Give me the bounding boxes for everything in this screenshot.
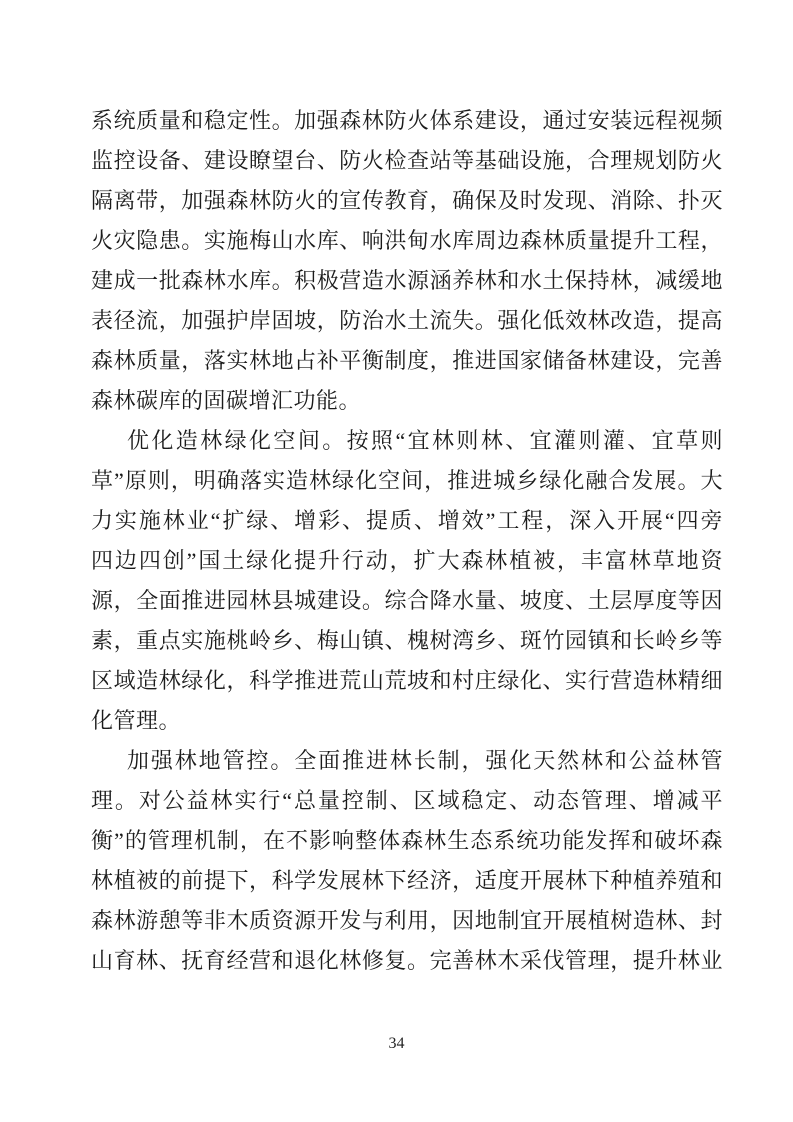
text-line: 区域造林绿化，科学推进荒山荒坡和村庄绿化、实行营造林精细: [91, 668, 723, 693]
text-line: 林植被的前提下，科学发展林下经济，适度开展林下种植养殖和: [91, 868, 723, 893]
text-line: 加强林地管控。全面推进林长制，强化天然林和公益林管: [127, 748, 723, 773]
text-line: 隔离带，加强森林防火的宣传教育，确保及时发现、消除、扑灭: [91, 188, 723, 213]
page-number: 34: [388, 1035, 405, 1052]
text-line: 系统质量和稳定性。加强森林防火体系建设，通过安装远程视频: [91, 108, 723, 133]
text-line: 火灾隐患。实施梅山水库、响洪甸水库周边森林质量提升工程，: [91, 228, 723, 253]
text-line: 理。对公益林实行“总量控制、区域稳定、动态管理、增减平: [91, 788, 723, 813]
text-line: 源，全面推进园林县城建设。综合降水量、坡度、土层厚度等因: [91, 588, 723, 613]
paragraph: [91, 421, 723, 741]
text-line: 素，重点实施桃岭乡、梅山镇、槐树湾乡、斑竹园镇和长岭乡等: [91, 628, 723, 653]
text-line: 力实施林业“扩绿、增彩、提质、增效”工程，深入开展“四旁: [91, 508, 723, 533]
text-line: 四边四创”国土绿化提升行动，扩大森林植被，丰富林草地资: [91, 548, 723, 573]
text-line: 森林质量，落实林地占补平衡制度，推进国家储备林建设，完善: [91, 348, 723, 373]
text-line: 建成一批森林水库。积极营造水源涵养林和水土保持林，减缓地: [91, 268, 723, 293]
text-line: 优化造林绿化空间。按照“宜林则林、宜灌则灌、宜草则: [127, 428, 723, 453]
text-line: 森林碳库的固碳增汇功能。: [91, 388, 362, 413]
text-line: 化管理。: [91, 708, 182, 733]
text-line: 森林游憩等非木质资源开发与利用，因地制宜开展植树造林、封: [91, 908, 723, 933]
text-line: 监控设备、建设瞭望台、防火检查站等基础设施，合理规划防火: [91, 148, 723, 173]
text-line: 表径流，加强护岸固坡，防治水土流失。强化低效林改造，提高: [91, 308, 723, 333]
text-line: 山育林、抚育经营和退化林修复。完善林木采伐管理，提升林业: [91, 948, 723, 973]
text-line: 草”原则，明确落实造林绿化空间，推进城乡绿化融合发展。大: [91, 468, 723, 493]
paragraph: [91, 741, 723, 981]
paragraph: [91, 101, 723, 421]
text-line: 衡”的管理机制，在不影响整体森林生态系统功能发挥和破坏森: [91, 828, 723, 853]
page-body-text: [91, 101, 723, 981]
